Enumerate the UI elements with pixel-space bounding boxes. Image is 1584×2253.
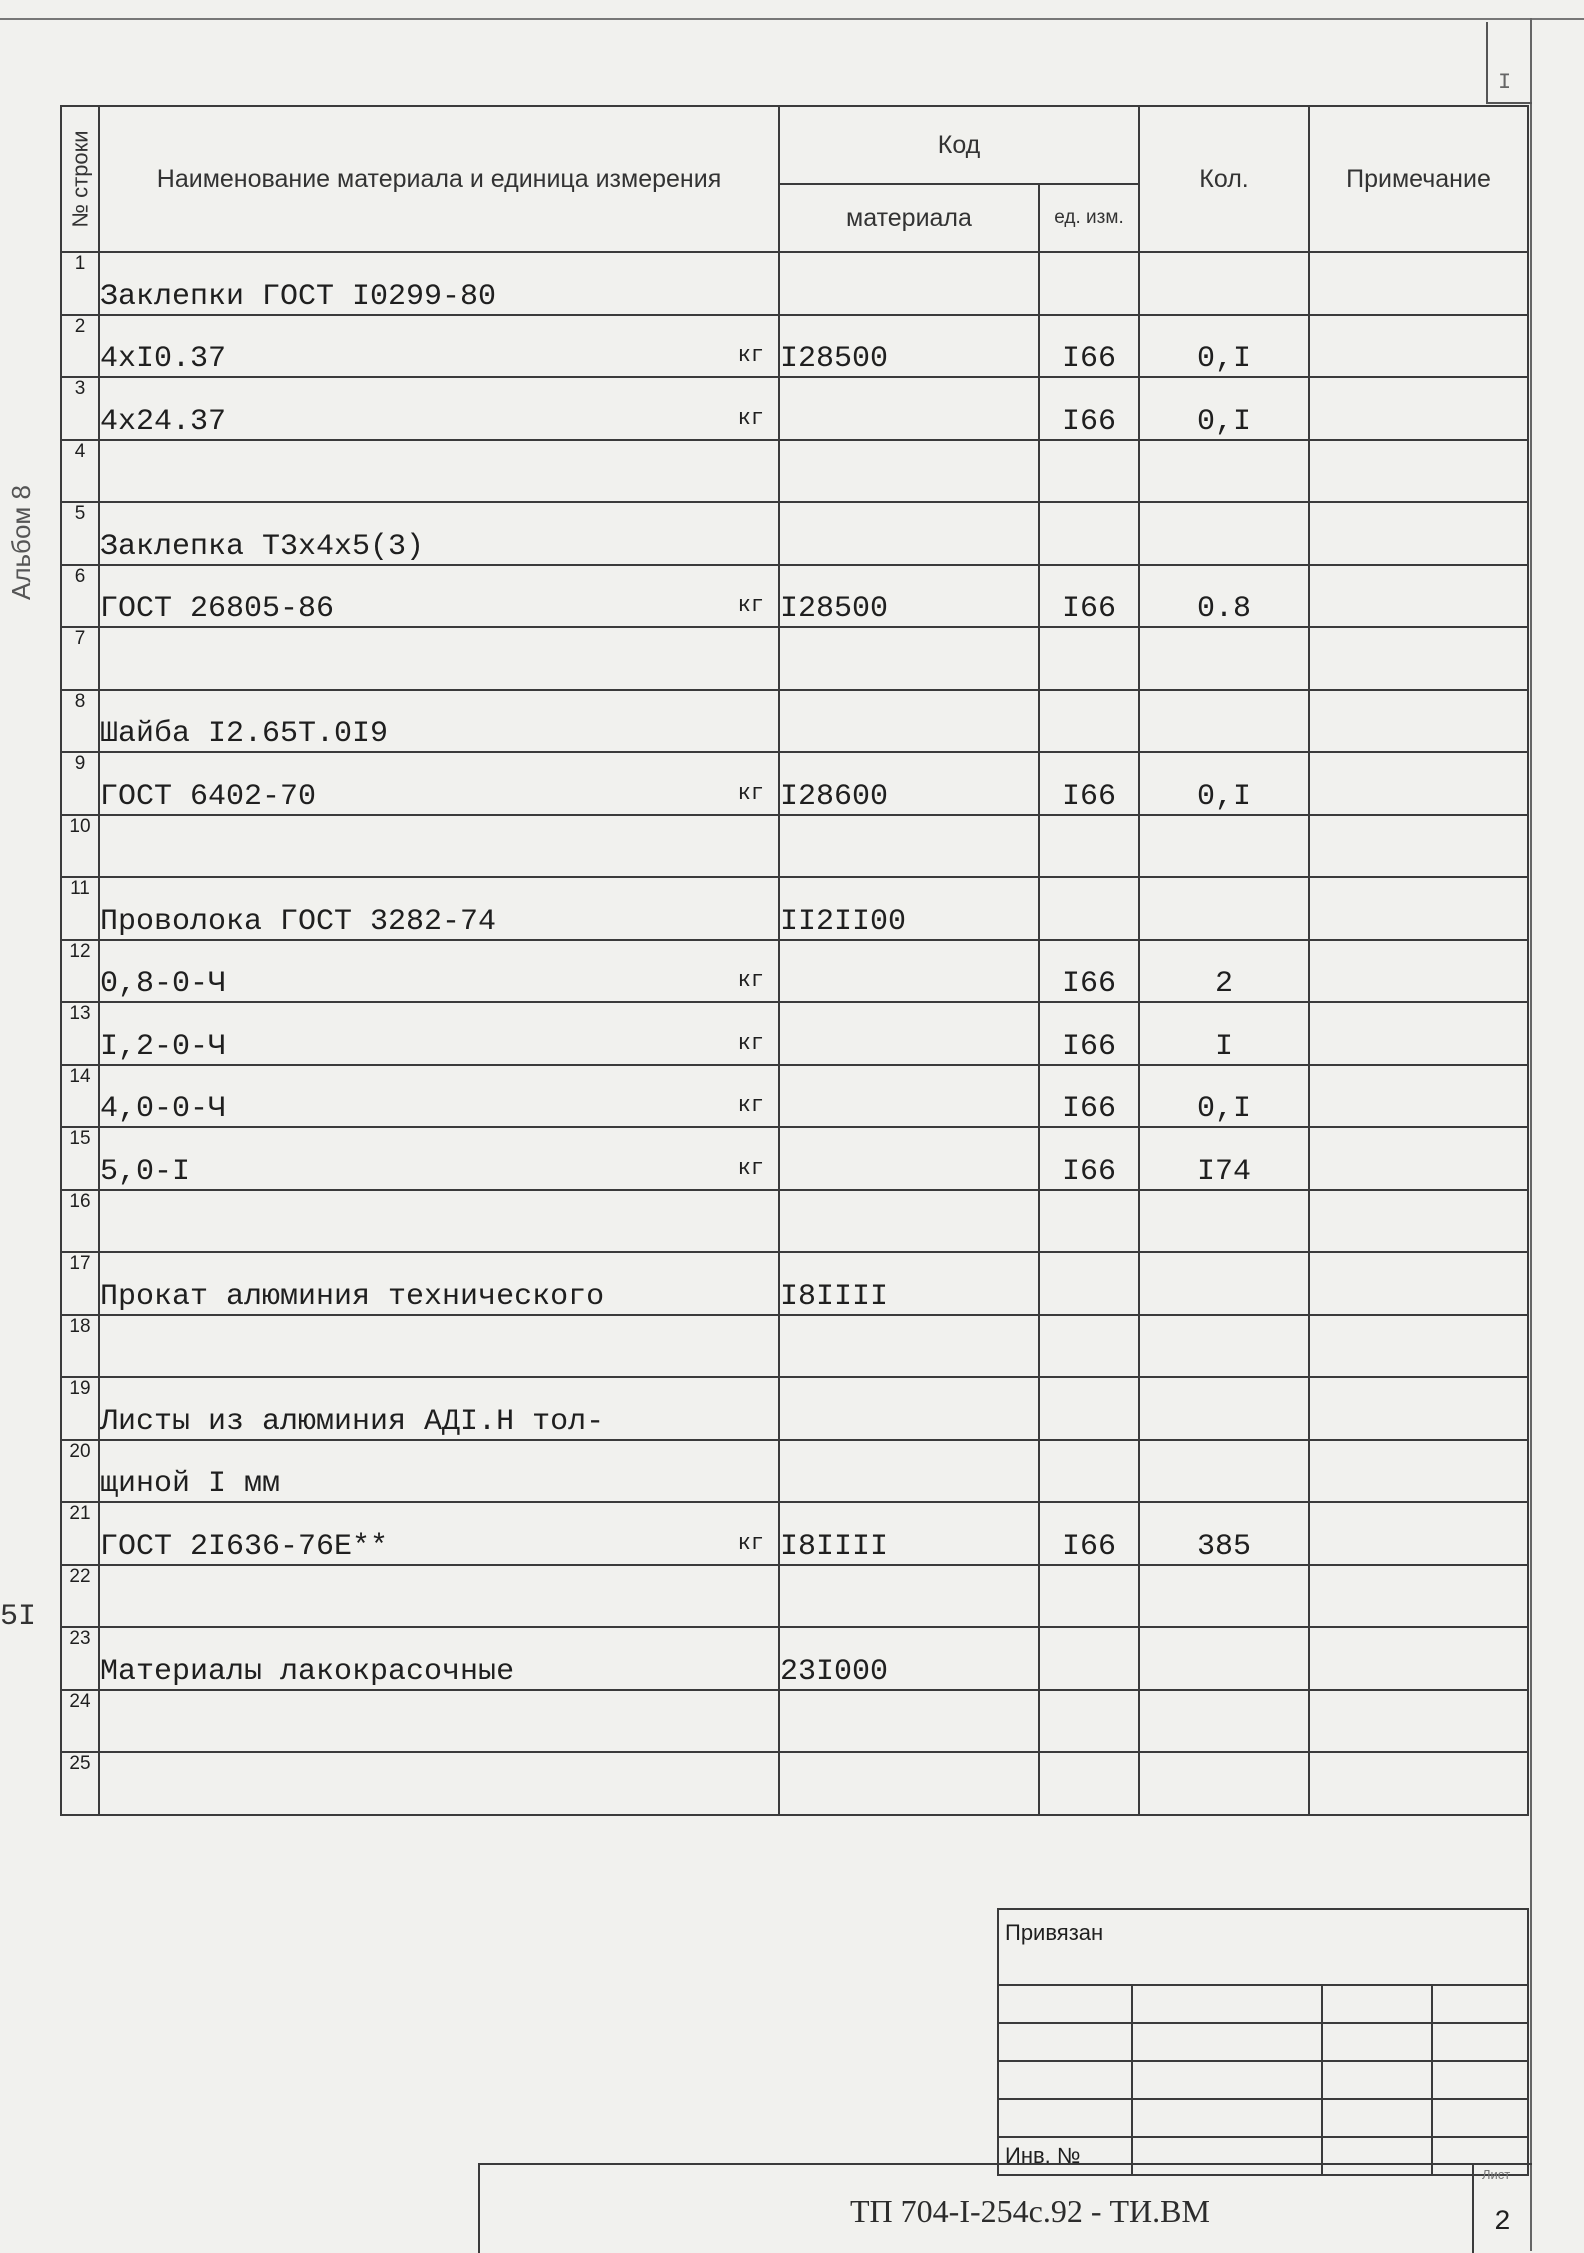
row-number: 5 [61, 502, 99, 565]
material-name [99, 377, 779, 440]
row-number: 18 [61, 1315, 99, 1378]
table-row [61, 1065, 1528, 1128]
unit-label: кг [737, 343, 764, 368]
material-code [779, 502, 1039, 565]
table-row [61, 1002, 1528, 1065]
row-number: 1 [61, 252, 99, 315]
stamp-inv-label: Инв. № [998, 2137, 1132, 2175]
stamp-cell [1322, 2023, 1432, 2061]
note [1309, 1127, 1528, 1190]
material-name [99, 1315, 779, 1378]
quantity [1139, 690, 1309, 753]
table-row [61, 690, 1528, 753]
note [1309, 1502, 1528, 1565]
material-name [99, 815, 779, 878]
note [1309, 815, 1528, 878]
row-number: 17 [61, 1252, 99, 1315]
row-number: 4 [61, 440, 99, 503]
quantity: 0,I [1139, 315, 1309, 378]
quantity [1139, 1565, 1309, 1628]
material-name-text: 4x24.37 [100, 404, 227, 439]
unit-code: I66 [1039, 315, 1139, 378]
unit-code [1039, 1627, 1139, 1690]
stamp-cell [998, 2099, 1132, 2137]
unit-code [1039, 1440, 1139, 1503]
note [1309, 440, 1528, 503]
material-name-text: щиной I мм [100, 1467, 281, 1501]
material-name [99, 627, 779, 690]
quantity [1139, 440, 1309, 503]
material-name-text: Шайба I2.65Т.0I9 [100, 717, 389, 751]
quantity [1139, 502, 1309, 565]
header-unit-code: ед. изм. [1039, 184, 1139, 252]
stamp-cell [1132, 2099, 1322, 2137]
note [1309, 1627, 1528, 1690]
row-number: 7 [61, 627, 99, 690]
attachment-stamp [997, 1908, 1529, 2176]
material-code [779, 940, 1039, 1003]
material-name [99, 1627, 779, 1690]
row-number: 23 [61, 1627, 99, 1690]
unit-code [1039, 252, 1139, 315]
table-row [61, 1315, 1528, 1378]
material-name [99, 315, 779, 378]
table-row [61, 252, 1528, 315]
material-name [99, 690, 779, 753]
materials-table [60, 105, 1529, 1816]
unit-code [1039, 1315, 1139, 1378]
row-number: 24 [61, 1690, 99, 1753]
material-code: I28500 [779, 315, 1039, 378]
material-code [779, 377, 1039, 440]
quantity: 0,I [1139, 1065, 1309, 1128]
table-row [61, 815, 1528, 878]
row-number: 25 [61, 1752, 99, 1815]
unit-label: кг [737, 1530, 764, 1556]
material-code: I8IIII [779, 1252, 1039, 1315]
unit-code [1039, 627, 1139, 690]
material-name-text: ГОСТ 26805-86 [100, 592, 335, 626]
row-number: 10 [61, 815, 99, 878]
row-number: 19 [61, 1377, 99, 1440]
stamp-cell [998, 2023, 1132, 2061]
material-name [99, 565, 779, 628]
stamp-cell [1132, 2023, 1322, 2061]
quantity [1139, 1690, 1309, 1753]
table-row [61, 502, 1528, 565]
table-row [61, 1752, 1528, 1815]
note [1309, 1315, 1528, 1378]
quantity: 0.8 [1139, 565, 1309, 628]
table-row [61, 1565, 1528, 1628]
note [1309, 752, 1528, 815]
material-name [99, 1127, 779, 1190]
unit-label: кг [737, 968, 764, 993]
note [1309, 1252, 1528, 1315]
note [1309, 1752, 1528, 1815]
note [1309, 1690, 1528, 1753]
material-name-text: ГОСТ 2I636-76Е** [100, 1529, 389, 1564]
table-row [61, 1377, 1528, 1440]
row-number: 22 [61, 1565, 99, 1628]
material-name-text: ГОСТ 6402-70 [100, 779, 317, 814]
row-number: 15 [61, 1127, 99, 1190]
material-name [99, 252, 779, 315]
table-body [61, 252, 1528, 1815]
note [1309, 940, 1528, 1003]
unit-code [1039, 1252, 1139, 1315]
stamp-cell [998, 1985, 1132, 2023]
material-name [99, 752, 779, 815]
table-row [61, 752, 1528, 815]
material-name-text: 4,0-0-Ч [100, 1092, 227, 1126]
quantity [1139, 1315, 1309, 1378]
material-code [779, 252, 1039, 315]
unit-code [1039, 502, 1139, 565]
unit-code [1039, 1377, 1139, 1440]
table-row [61, 377, 1528, 440]
material-name-text: Заклепки ГОСТ I0299-80 [100, 279, 497, 314]
quantity: 385 [1139, 1502, 1309, 1565]
material-name-text: Заклепка Т3x4x5(3) [100, 529, 425, 564]
unit-code: I66 [1039, 377, 1139, 440]
table-row [61, 1690, 1528, 1753]
quantity: I [1139, 1002, 1309, 1065]
table-row [61, 1252, 1528, 1315]
material-name [99, 877, 779, 940]
header-qty: Кол. [1139, 106, 1309, 252]
material-code [779, 1127, 1039, 1190]
stamp-cell [1322, 2061, 1432, 2099]
material-code [779, 1315, 1039, 1378]
table-row [61, 315, 1528, 378]
quantity [1139, 815, 1309, 878]
row-number: 8 [61, 690, 99, 753]
note [1309, 315, 1528, 378]
material-name-text: Проволока ГОСТ 3282-74 [100, 904, 497, 939]
row-number: 12 [61, 940, 99, 1003]
unit-code [1039, 1190, 1139, 1253]
unit-label: кг [737, 780, 764, 806]
sheet-number-cell [1472, 2165, 1532, 2253]
header-code: Код [779, 106, 1139, 184]
unit-code [1039, 815, 1139, 878]
material-name-text: 5,0-I [100, 1154, 191, 1189]
row-number: 3 [61, 377, 99, 440]
note [1309, 1065, 1528, 1128]
note [1309, 502, 1528, 565]
stamp-cell [1432, 2061, 1528, 2099]
quantity: 0,I [1139, 377, 1309, 440]
quantity [1139, 1627, 1309, 1690]
table-row [61, 627, 1528, 690]
note [1309, 690, 1528, 753]
unit-code: I66 [1039, 752, 1139, 815]
note [1309, 1377, 1528, 1440]
row-number: 11 [61, 877, 99, 940]
table-row [61, 1502, 1528, 1565]
header-material-code: материала [779, 184, 1039, 252]
material-code: I8IIII [779, 1502, 1039, 1565]
material-name [99, 1065, 779, 1128]
frame-right-line [1530, 18, 1532, 2251]
note [1309, 1440, 1528, 1503]
table-row [61, 1190, 1528, 1253]
material-name [99, 502, 779, 565]
table-row [61, 440, 1528, 503]
row-number: 2 [61, 315, 99, 378]
material-code [779, 815, 1039, 878]
material-name-text: 0,8-0-Ч [100, 967, 227, 1001]
document-code: ТП 704-I-254с.92 - ТИ.ВМ [850, 2193, 1210, 2229]
row-number: 21 [61, 1502, 99, 1565]
material-name-text: I,2-0-Ч [100, 1029, 227, 1064]
quantity: 2 [1139, 940, 1309, 1003]
material-code [779, 1065, 1039, 1128]
material-name-text: Материалы лакокрасочные [100, 1654, 515, 1689]
material-name [99, 1377, 779, 1440]
note [1309, 877, 1528, 940]
unit-code: I66 [1039, 1065, 1139, 1128]
quantity [1139, 627, 1309, 690]
material-code: I28500 [779, 565, 1039, 628]
quantity: 0,I [1139, 752, 1309, 815]
margin-mark: 5I [0, 1600, 37, 1634]
corner-sheet-mark: I [1498, 70, 1512, 95]
material-name [99, 1502, 779, 1565]
quantity [1139, 1752, 1309, 1815]
material-name [99, 1190, 779, 1253]
unit-label: кг [737, 405, 764, 431]
material-name [99, 1252, 779, 1315]
table-row [61, 940, 1528, 1003]
note [1309, 565, 1528, 628]
quantity [1139, 1252, 1309, 1315]
unit-code [1039, 1565, 1139, 1628]
material-name [99, 1752, 779, 1815]
unit-label: кг [737, 1093, 764, 1118]
material-code [779, 1690, 1039, 1753]
stamp-cell [1432, 2099, 1528, 2137]
material-code [779, 1752, 1039, 1815]
corner-sheet-box [1486, 22, 1532, 104]
note [1309, 1002, 1528, 1065]
unit-code [1039, 690, 1139, 753]
sheet-label: Лист [1482, 2167, 1511, 2182]
material-code [779, 1377, 1039, 1440]
unit-code [1039, 440, 1139, 503]
unit-code: I66 [1039, 565, 1139, 628]
material-code: I28600 [779, 752, 1039, 815]
quantity [1139, 252, 1309, 315]
row-number: 20 [61, 1440, 99, 1503]
unit-label: кг [737, 1030, 764, 1056]
note [1309, 1190, 1528, 1253]
material-code: 23I000 [779, 1627, 1039, 1690]
table-row [61, 1440, 1528, 1503]
material-code [779, 440, 1039, 503]
sheet-number: 2 [1494, 2207, 1511, 2238]
row-number: 16 [61, 1190, 99, 1253]
stamp-cell [1132, 1985, 1322, 2023]
material-code [779, 1565, 1039, 1628]
row-number: 6 [61, 565, 99, 628]
unit-label: кг [737, 1155, 764, 1181]
unit-code: I66 [1039, 1127, 1139, 1190]
quantity [1139, 1190, 1309, 1253]
row-number: 9 [61, 752, 99, 815]
stamp-attached-label: Привязан [998, 1909, 1528, 1985]
quantity: I74 [1139, 1127, 1309, 1190]
unit-code: I66 [1039, 1002, 1139, 1065]
note [1309, 252, 1528, 315]
quantity [1139, 1440, 1309, 1503]
stamp-cell [1432, 2023, 1528, 2061]
unit-code [1039, 1752, 1139, 1815]
material-name [99, 1002, 779, 1065]
row-number: 14 [61, 1065, 99, 1128]
material-code [779, 1440, 1039, 1503]
stamp-cell [1432, 1985, 1528, 2023]
material-code [779, 1002, 1039, 1065]
row-number: 13 [61, 1002, 99, 1065]
side-album-label: Альбом 8 [6, 485, 36, 600]
title-block [478, 2163, 1532, 2253]
unit-code: I66 [1039, 1502, 1139, 1565]
stamp-cell [998, 2061, 1132, 2099]
material-name [99, 1565, 779, 1628]
table-row [61, 565, 1528, 628]
stamp-cell [1322, 2099, 1432, 2137]
table-row [61, 1127, 1528, 1190]
note [1309, 627, 1528, 690]
material-name [99, 440, 779, 503]
frame-top-line [0, 18, 1584, 20]
note [1309, 1565, 1528, 1628]
unit-label: кг [737, 593, 764, 618]
quantity [1139, 1377, 1309, 1440]
stamp-cell [1132, 2061, 1322, 2099]
material-code: II2II00 [779, 877, 1039, 940]
table-row [61, 877, 1528, 940]
stamp-cell [1322, 1985, 1432, 2023]
quantity [1139, 877, 1309, 940]
material-name-text: 4xI0.37 [100, 342, 227, 376]
material-name [99, 1440, 779, 1503]
header-note: Примечание [1309, 106, 1528, 252]
material-name [99, 940, 779, 1003]
material-code [779, 1190, 1039, 1253]
material-name [99, 1690, 779, 1753]
unit-code: I66 [1039, 940, 1139, 1003]
header-row-number: № строки [61, 106, 99, 252]
material-name-text: Листы из алюминия АДI.Н тол- [100, 1404, 605, 1439]
material-code [779, 690, 1039, 753]
material-name-text: Прокат алюминия технического [100, 1279, 605, 1314]
unit-code [1039, 877, 1139, 940]
material-code [779, 627, 1039, 690]
unit-code [1039, 1690, 1139, 1753]
table-row [61, 1627, 1528, 1690]
note [1309, 377, 1528, 440]
header-name: Наименование материала и единица измерения [99, 106, 779, 252]
